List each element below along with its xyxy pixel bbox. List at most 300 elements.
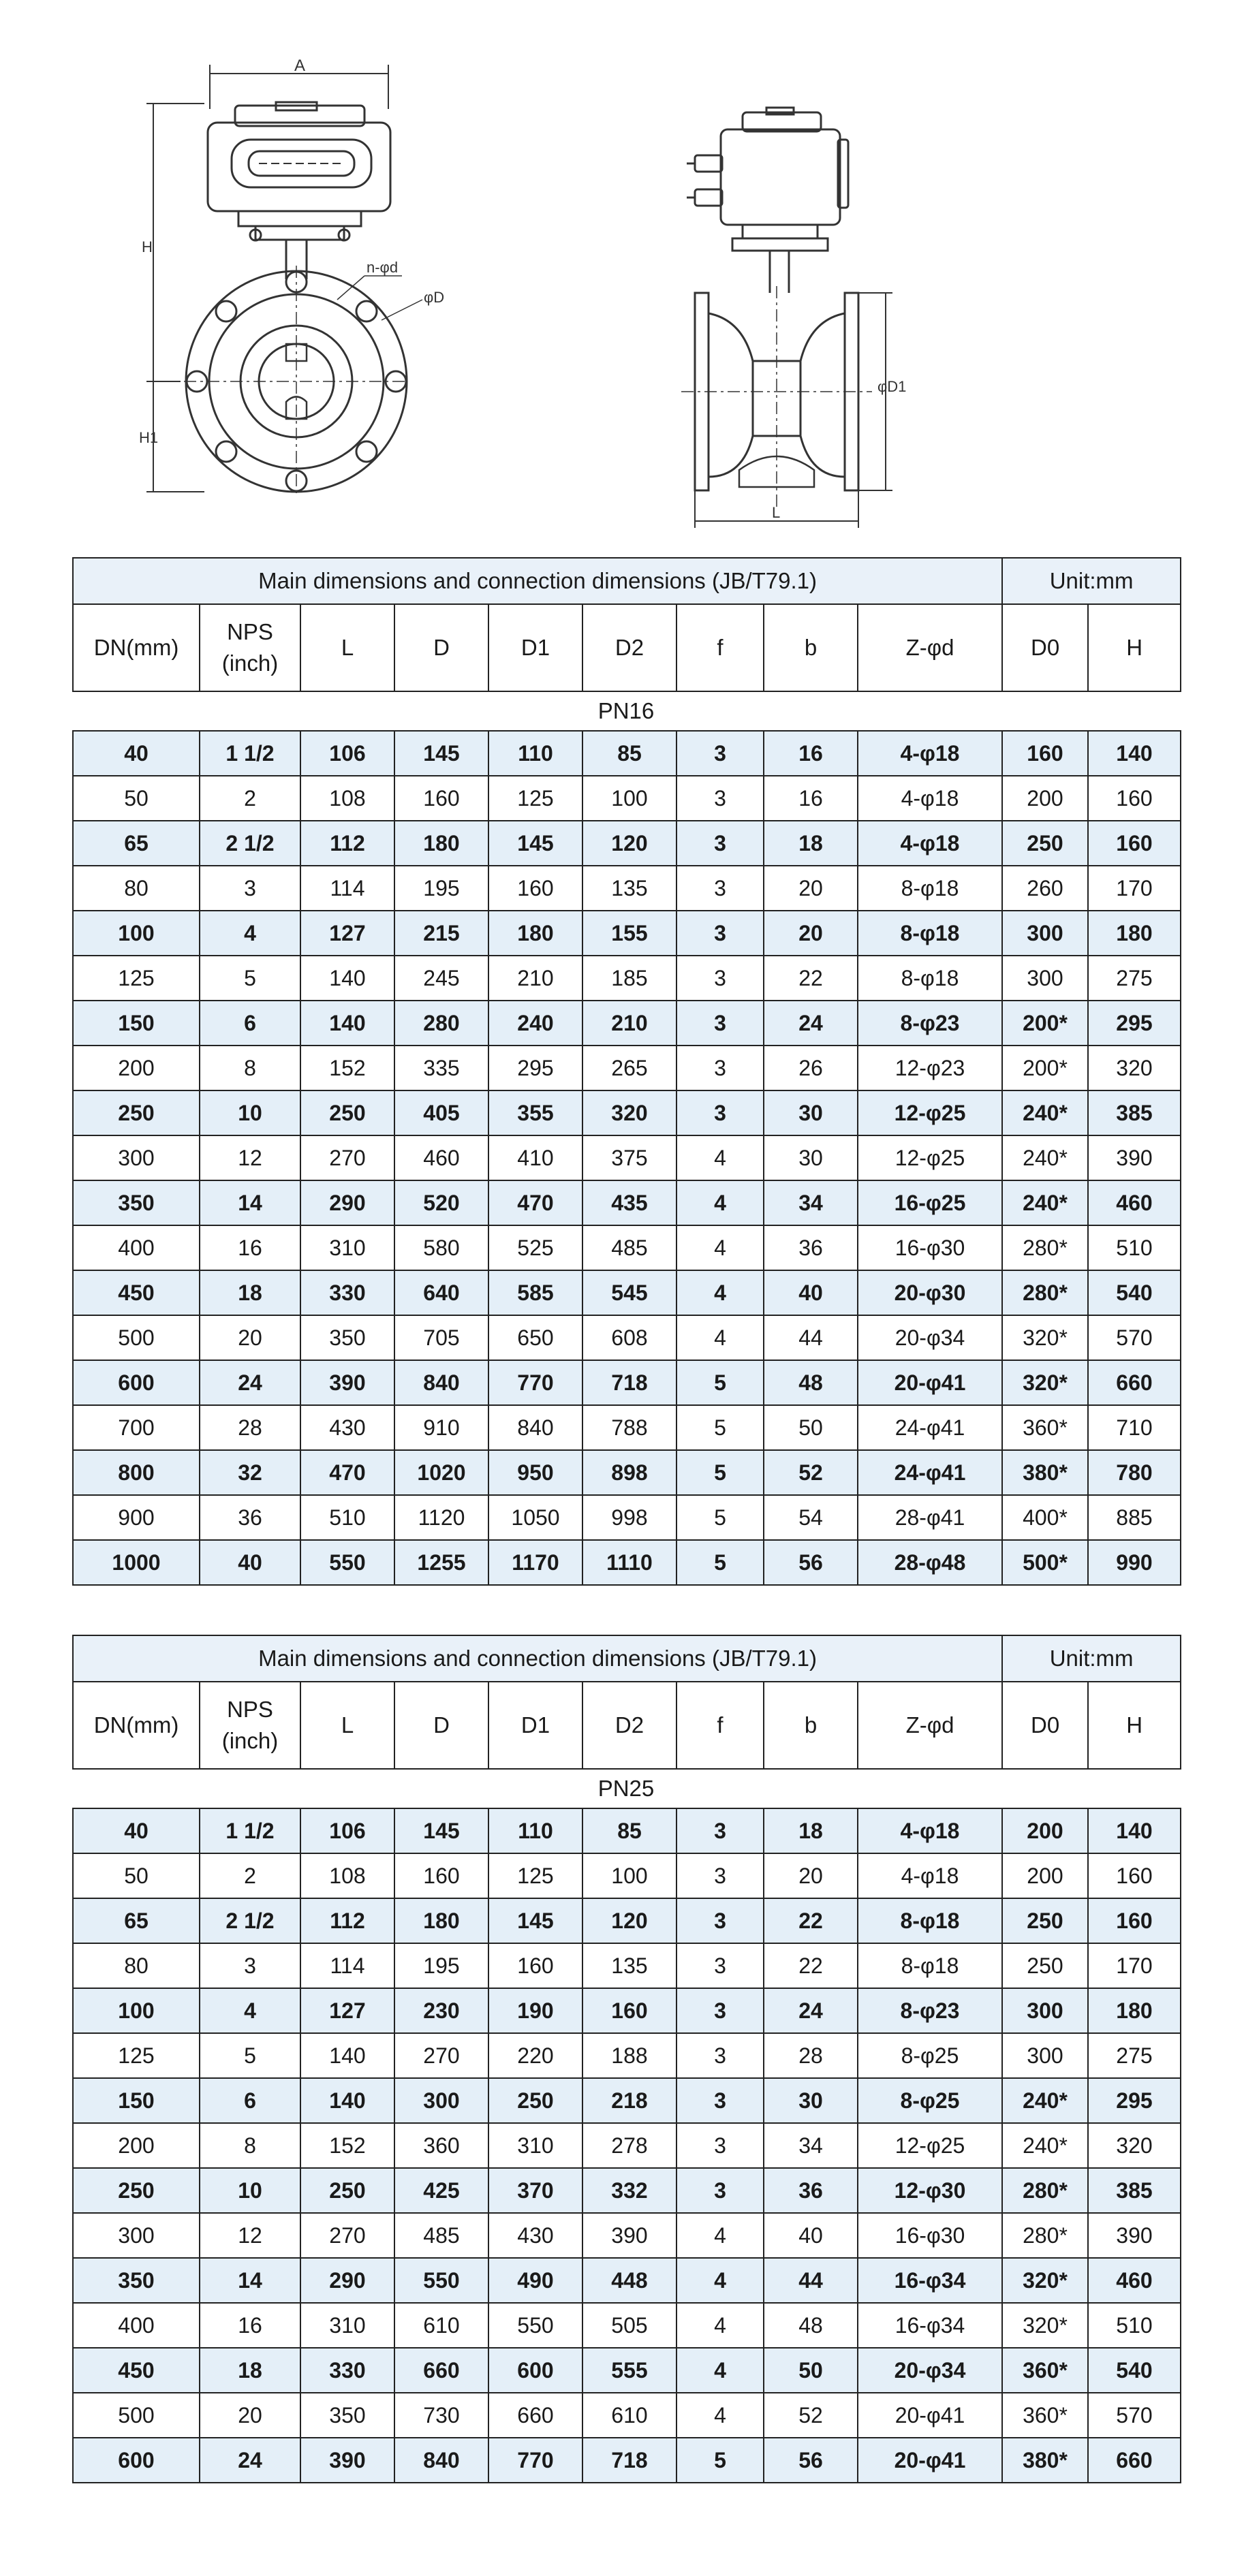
table-cell: 300 [394, 2078, 488, 2123]
column-header-row [73, 604, 1181, 691]
table-cell: 145 [488, 1898, 582, 1943]
table-cell: 8 [200, 1046, 300, 1090]
table-cell: 56 [764, 1540, 858, 1585]
table-cell: 390 [300, 1360, 394, 1405]
side-view [681, 108, 906, 528]
table-cell: 200* [1002, 1001, 1088, 1046]
table-cell: 180 [1088, 911, 1181, 956]
table-cell: 500 [73, 2393, 200, 2438]
table-cell: 300 [1002, 956, 1088, 1001]
table-cell: 550 [488, 2303, 582, 2348]
table-cell: 152 [300, 2123, 394, 2168]
table-cell: 410 [488, 1135, 582, 1180]
table-cell: 280 [394, 1001, 488, 1046]
table-cell: 270 [300, 2213, 394, 2258]
table-row [73, 2303, 1181, 2348]
table-cell: 155 [582, 911, 677, 956]
table-cell: 400 [73, 2303, 200, 2348]
table-cell: 16-φ25 [858, 1180, 1002, 1225]
table-cell: 280* [1002, 1225, 1088, 1270]
table-cell: 545 [582, 1270, 677, 1315]
table-cell: 280* [1002, 2168, 1088, 2213]
table-cell: 200 [73, 1046, 200, 1090]
table-cell: 18 [200, 2348, 300, 2393]
table-row [73, 2033, 1181, 2078]
table-cell: 22 [764, 1943, 858, 1988]
table-cell: 320* [1002, 1360, 1088, 1405]
table-cell: 800 [73, 1450, 200, 1495]
table-cell: 4-φ18 [858, 776, 1002, 821]
table-cell: 180 [1088, 1988, 1181, 2033]
table-cell: 470 [300, 1450, 394, 1495]
table-cell: 2 [200, 776, 300, 821]
table-row [73, 1450, 1181, 1495]
table-cell: 20-φ41 [858, 1360, 1002, 1405]
column-header: L [300, 604, 394, 691]
table-cell: 360* [1002, 2393, 1088, 2438]
table-cell: 24-φ41 [858, 1450, 1002, 1495]
pn25-table-body [72, 1808, 1181, 2483]
table-cell: 450 [73, 2348, 200, 2393]
table-cell: 718 [582, 1360, 677, 1405]
table-cell: 320 [582, 1090, 677, 1135]
table-cell: 195 [394, 1943, 488, 1988]
table-cell: 460 [394, 1135, 488, 1180]
table-cell: 1120 [394, 1495, 488, 1540]
table-cell: 108 [300, 776, 394, 821]
table-cell: 3 [677, 776, 764, 821]
table-cell: 3 [200, 1943, 300, 1988]
table-cell: 160 [1088, 1898, 1181, 1943]
table-cell: 18 [200, 1270, 300, 1315]
table-cell: 195 [394, 866, 488, 911]
table-cell: 108 [300, 1853, 394, 1898]
table-cell: 310 [488, 2123, 582, 2168]
table-cell: 430 [488, 2213, 582, 2258]
table-cell: 4 [677, 2348, 764, 2393]
table-cell: 50 [73, 776, 200, 821]
column-header: f [677, 604, 764, 691]
column-header: H [1088, 1682, 1181, 1769]
table-cell: 170 [1088, 866, 1181, 911]
table-cell: 50 [764, 2348, 858, 2393]
table-cell: 390 [582, 2213, 677, 2258]
unit-label: Unit:mm [1002, 1635, 1181, 1682]
table-cell: 4 [677, 1135, 764, 1180]
table-cell: 56 [764, 2438, 858, 2483]
table-cell: 40 [200, 1540, 300, 1585]
table-cell: 26 [764, 1046, 858, 1090]
table-cell: 510 [1088, 1225, 1181, 1270]
table-cell: 990 [1088, 1540, 1181, 1585]
table-cell: 275 [1088, 2033, 1181, 2078]
table-cell: 36 [764, 2168, 858, 2213]
table-cell: 160 [1088, 1853, 1181, 1898]
table-cell: 160 [1002, 731, 1088, 776]
table-cell: 140 [300, 2078, 394, 2123]
table-cell: 160 [1088, 821, 1181, 866]
table-cell: 32 [200, 1450, 300, 1495]
table-cell: 4 [200, 911, 300, 956]
table-cell: 332 [582, 2168, 677, 2213]
table-cell: 180 [488, 911, 582, 956]
table-cell: 540 [1088, 2348, 1181, 2393]
table-row [73, 911, 1181, 956]
column-header: D [394, 604, 488, 691]
table-cell: 12-φ25 [858, 2123, 1002, 2168]
table-row [73, 1135, 1181, 1180]
table-cell: 40 [764, 2213, 858, 2258]
table-cell: 20 [764, 911, 858, 956]
table-cell: 500* [1002, 1540, 1088, 1585]
table-cell: 3 [677, 866, 764, 911]
table-cell: 20-φ34 [858, 1315, 1002, 1360]
table-cell: 8-φ18 [858, 911, 1002, 956]
label-L: L [772, 504, 781, 521]
table-row [73, 1090, 1181, 1135]
table-cell: 320* [1002, 1315, 1088, 1360]
table-cell: 145 [488, 821, 582, 866]
table-cell: 3 [677, 821, 764, 866]
table-cell: 370 [488, 2168, 582, 2213]
table-cell: 1170 [488, 1540, 582, 1585]
table-row [73, 2258, 1181, 2303]
table-cell: 585 [488, 1270, 582, 1315]
table-cell: 8-φ25 [858, 2033, 1002, 2078]
table-cell: 3 [677, 2078, 764, 2123]
table-cell: 24 [764, 1988, 858, 2033]
table-cell: 22 [764, 956, 858, 1001]
table-cell: 245 [394, 956, 488, 1001]
label-A: A [294, 57, 306, 75]
table-cell: 8-φ18 [858, 1898, 1002, 1943]
table-cell: 22 [764, 1898, 858, 1943]
table-cell: 300 [1002, 1988, 1088, 2033]
table-cell: 4 [677, 1270, 764, 1315]
table-row [73, 1495, 1181, 1540]
table-row [73, 1360, 1181, 1405]
table-row [73, 956, 1181, 1001]
table-row [73, 1853, 1181, 1898]
table-cell: 4 [677, 1225, 764, 1270]
table-cell: 3 [200, 866, 300, 911]
table-cell: 28-φ41 [858, 1495, 1002, 1540]
table-cell: 840 [394, 1360, 488, 1405]
table-cell: 85 [582, 1808, 677, 1853]
table-cell: 8-φ18 [858, 956, 1002, 1001]
table-cell: 505 [582, 2303, 677, 2348]
table-cell: 8-φ23 [858, 1001, 1002, 1046]
table-cell: 660 [1088, 1360, 1181, 1405]
table-cell: 30 [764, 1090, 858, 1135]
table-cell: 5 [677, 1540, 764, 1585]
table-cell: 898 [582, 1450, 677, 1495]
table-cell: 550 [300, 1540, 394, 1585]
column-header: D1 [488, 1682, 582, 1769]
table-cell: 485 [394, 2213, 488, 2258]
table-cell: 250 [1002, 821, 1088, 866]
table-cell: 170 [1088, 1943, 1181, 1988]
table-cell: 200 [1002, 1853, 1088, 1898]
pn16-table-body [72, 730, 1181, 1586]
table-row [73, 2348, 1181, 2393]
table-cell: 16 [200, 1225, 300, 1270]
table-cell: 12 [200, 1135, 300, 1180]
table-cell: 14 [200, 1180, 300, 1225]
table-cell: 160 [394, 1853, 488, 1898]
table-cell: 608 [582, 1315, 677, 1360]
table-cell: 230 [394, 1988, 488, 2033]
column-header: D2 [582, 1682, 677, 1769]
table-cell: 5 [677, 2438, 764, 2483]
table-cell: 250 [300, 1090, 394, 1135]
table-cell: 310 [300, 2303, 394, 2348]
table-cell: 140 [300, 956, 394, 1001]
table-cell: 470 [488, 1180, 582, 1225]
table-cell: 660 [488, 2393, 582, 2438]
table-cell: 1110 [582, 1540, 677, 1585]
table-cell: 3 [677, 1853, 764, 1898]
column-header: D0 [1002, 604, 1088, 691]
table-cell: 34 [764, 2123, 858, 2168]
table-cell: 114 [300, 866, 394, 911]
table-cell: 400* [1002, 1495, 1088, 1540]
table-cell: 610 [582, 2393, 677, 2438]
table-cell: 190 [488, 1988, 582, 2033]
table-row [73, 1540, 1181, 1585]
table-cell: 4-φ18 [858, 731, 1002, 776]
table-cell: 448 [582, 2258, 677, 2303]
table-cell: 320 [1088, 1046, 1181, 1090]
table-cell: 350 [300, 1315, 394, 1360]
table-cell: 490 [488, 2258, 582, 2303]
table-cell: 120 [582, 821, 677, 866]
table-cell: 160 [488, 1943, 582, 1988]
table-cell: 240 [488, 1001, 582, 1046]
table-cell: 770 [488, 1360, 582, 1405]
table-cell: 840 [394, 2438, 488, 2483]
table-cell: 16-φ30 [858, 1225, 1002, 1270]
column-header: H [1088, 604, 1181, 691]
table-cell: 6 [200, 1001, 300, 1046]
table-cell: 510 [1088, 2303, 1181, 2348]
table-cell: 5 [200, 956, 300, 1001]
table-cell: 275 [1088, 956, 1181, 1001]
table-cell: 270 [394, 2033, 488, 2078]
table-cell: 570 [1088, 1315, 1181, 1360]
table-cell: 250 [300, 2168, 394, 2213]
table-cell: 160 [394, 776, 488, 821]
table-cell: 320* [1002, 2258, 1088, 2303]
table-cell: 16 [764, 776, 858, 821]
column-header: D2 [582, 604, 677, 691]
table-cell: 5 [200, 2033, 300, 2078]
table-cell: 20-φ41 [858, 2393, 1002, 2438]
table-cell: 300 [73, 1135, 200, 1180]
table-cell: 295 [488, 1046, 582, 1090]
table-cell: 50 [73, 1853, 200, 1898]
table-cell: 998 [582, 1495, 677, 1540]
table-cell: 390 [1088, 1135, 1181, 1180]
table-cell: 30 [764, 2078, 858, 2123]
table-cell: 100 [73, 911, 200, 956]
table-cell: 400 [73, 1225, 200, 1270]
table-row [73, 2123, 1181, 2168]
table-cell: 16 [200, 2303, 300, 2348]
table-cell: 80 [73, 1943, 200, 1988]
table-cell: 3 [677, 1988, 764, 2033]
table-cell: 910 [394, 1405, 488, 1450]
table-cell: 2 1/2 [200, 821, 300, 866]
table-cell: 4-φ18 [858, 1808, 1002, 1853]
table-cell: 705 [394, 1315, 488, 1360]
table-cell: 430 [300, 1405, 394, 1450]
table-cell: 125 [73, 2033, 200, 2078]
table-cell: 125 [488, 1853, 582, 1898]
column-header: L [300, 1682, 394, 1769]
table-cell: 4 [677, 2213, 764, 2258]
table-cell: 355 [488, 1090, 582, 1135]
table-cell: 114 [300, 1943, 394, 1988]
table-row [73, 1046, 1181, 1090]
table-cell: 510 [300, 1495, 394, 1540]
table-cell: 295 [1088, 1001, 1181, 1046]
table-cell: 112 [300, 821, 394, 866]
table-cell: 24 [764, 1001, 858, 1046]
table-cell: 250 [1002, 1943, 1088, 1988]
table-cell: 5 [677, 1450, 764, 1495]
table-row [73, 2168, 1181, 2213]
table-cell: 140 [1088, 1808, 1181, 1853]
table-cell: 48 [764, 2303, 858, 2348]
table-cell: 10 [200, 2168, 300, 2213]
table-cell: 5 [677, 1405, 764, 1450]
table-cell: 278 [582, 2123, 677, 2168]
table-cell: 555 [582, 2348, 677, 2393]
table-cell: 300 [1002, 2033, 1088, 2078]
table-cell: 335 [394, 1046, 488, 1090]
table-cell: 85 [582, 731, 677, 776]
table-cell: 24 [200, 1360, 300, 1405]
table-cell: 28 [200, 1405, 300, 1450]
table-cell: 240* [1002, 1180, 1088, 1225]
table-cell: 4 [677, 1315, 764, 1360]
column-header: b [764, 1682, 858, 1769]
table-cell: 1000 [73, 1540, 200, 1585]
table-cell: 152 [300, 1046, 394, 1090]
table-cell: 125 [488, 776, 582, 821]
table-cell: 8-φ18 [858, 866, 1002, 911]
table-cell: 660 [394, 2348, 488, 2393]
table-cell: 127 [300, 1988, 394, 2033]
table-row [73, 1943, 1181, 1988]
valve-technical-drawing [0, 0, 1244, 552]
table-cell: 3 [677, 731, 764, 776]
table-cell: 295 [1088, 2078, 1181, 2123]
table-cell: 950 [488, 1450, 582, 1495]
table-row [73, 731, 1181, 776]
column-header: b [764, 604, 858, 691]
table-cell: 5 [677, 1360, 764, 1405]
table-cell: 3 [677, 1001, 764, 1046]
column-header: f [677, 1682, 764, 1769]
pressure-label-pn16: PN16 [597, 698, 655, 723]
table-cell: 200 [73, 2123, 200, 2168]
table-cell: 3 [677, 911, 764, 956]
table-cell: 350 [73, 1180, 200, 1225]
table-cell: 180 [394, 1898, 488, 1943]
table-row [73, 2078, 1181, 2123]
pressure-label-pn25: PN25 [597, 1776, 655, 1801]
table-cell: 3 [677, 1898, 764, 1943]
table-cell: 700 [73, 1405, 200, 1450]
table-cell: 140 [300, 2033, 394, 2078]
table-cell: 40 [73, 1808, 200, 1853]
table-cell: 900 [73, 1495, 200, 1540]
table-cell: 770 [488, 2438, 582, 2483]
table-row [73, 1405, 1181, 1450]
table-cell: 160 [1088, 776, 1181, 821]
table-cell: 240* [1002, 2123, 1088, 2168]
table-cell: 1050 [488, 1495, 582, 1540]
table-cell: 425 [394, 2168, 488, 2213]
table-cell: 135 [582, 1943, 677, 1988]
table-cell: 220 [488, 2033, 582, 2078]
table-cell: 200 [1002, 1808, 1088, 1853]
table-cell: 270 [300, 1135, 394, 1180]
table-cell: 140 [300, 1001, 394, 1046]
column-header: Z-φd [858, 1682, 1002, 1769]
table-cell: 320* [1002, 2303, 1088, 2348]
table-cell: 24 [200, 2438, 300, 2483]
table-cell: 20 [200, 2393, 300, 2438]
table-cell: 730 [394, 2393, 488, 2438]
pn16-table-header [72, 557, 1181, 692]
table-row [73, 2393, 1181, 2438]
table-cell: 718 [582, 2438, 677, 2483]
table-cell: 2 1/2 [200, 1898, 300, 1943]
table-cell: 640 [394, 1270, 488, 1315]
table-cell: 100 [582, 1853, 677, 1898]
table-cell: 570 [1088, 2393, 1181, 2438]
table-cell: 180 [394, 821, 488, 866]
front-view [139, 57, 444, 497]
table-cell: 135 [582, 866, 677, 911]
table-cell: 1 1/2 [200, 731, 300, 776]
table-cell: 360 [394, 2123, 488, 2168]
table-cell: 1 1/2 [200, 1808, 300, 1853]
table-title: Main dimensions and connection dimensions (JB/T79.1) [73, 1635, 1002, 1682]
table-row [73, 821, 1181, 866]
table-cell: 100 [582, 776, 677, 821]
table-cell: 5 [677, 1495, 764, 1540]
table-cell: 185 [582, 956, 677, 1001]
table-cell: 360* [1002, 1405, 1088, 1450]
table-cell: 20 [764, 866, 858, 911]
table-cell: 112 [300, 1898, 394, 1943]
table-cell: 3 [677, 1046, 764, 1090]
column-header: DN(mm) [73, 1682, 200, 1769]
label-D1: φD1 [877, 378, 907, 395]
table-cell: 106 [300, 731, 394, 776]
table-row [73, 1270, 1181, 1315]
table-cell: 28-φ48 [858, 1540, 1002, 1585]
column-header: Z-φd [858, 604, 1002, 691]
table-cell: 310 [300, 1225, 394, 1270]
table-cell: 52 [764, 2393, 858, 2438]
table-cell: 375 [582, 1135, 677, 1180]
table-cell: 8-φ23 [858, 1988, 1002, 2033]
